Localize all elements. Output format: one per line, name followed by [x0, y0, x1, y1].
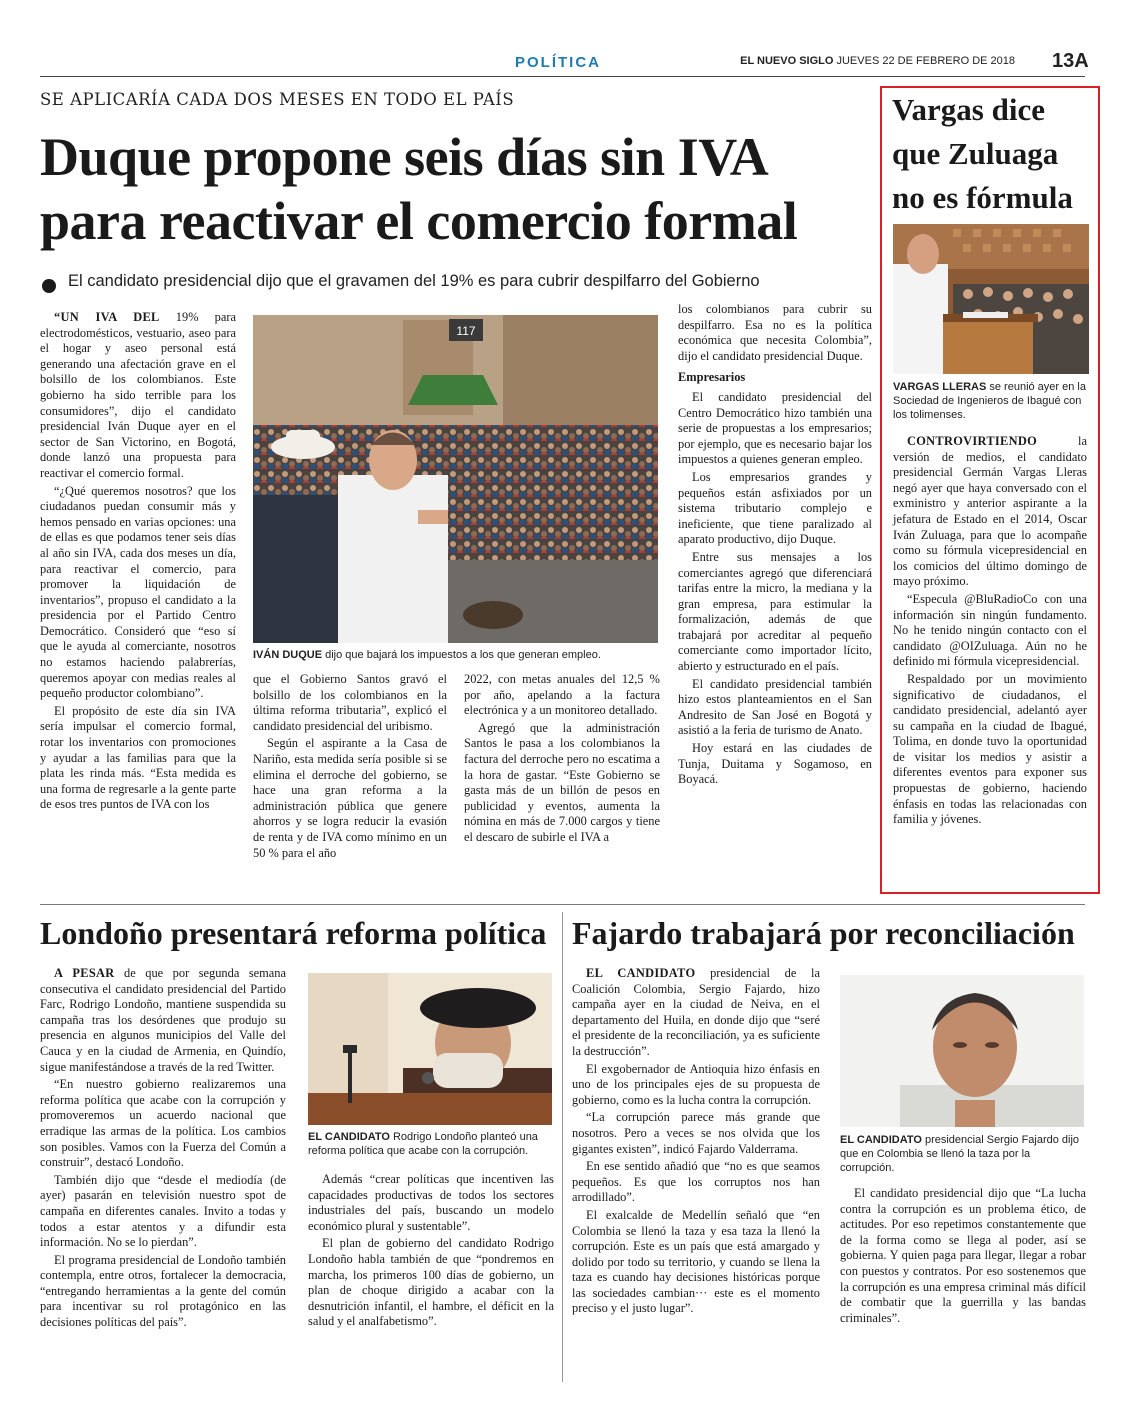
londono-column-1	[40, 966, 286, 1333]
londono-paragraph: Además “crear políticas que incentiven las capacidades productivas de todos los sectores industriales del país, buscando un modelo económico plural y sustentable”.	[308, 1172, 554, 1233]
caption-name: VARGAS LLERAS	[893, 381, 987, 393]
main-column-4	[678, 302, 872, 790]
fajardo-paragraph: El exalcalde de Medellín señaló que “en Colombia se llenó la taza y esa taza la llenó la corrupción. Este es un país que está amargado y dolido por todo su territorio, y cuando se llena la taza es cuando hay decisiones históricas porque las sociedades cambian··· este es el momento preciso y el justo lugar”.	[572, 1207, 820, 1316]
main-paragraph: “¿Qué queremos nosotros? que los ciudadanos puedan consumir más y hemos pensado en varias opciones: una de ellas es que podamos tener seis días al año sin IVA, cada dos meses un día, para reactivar el comercio, para promover la liquidación de inventarios”, propuso el candidato a la presidencia por el Partido Centro Democrático. Consideró que “eso sí que le ayuda al comerciante, nosotros no estamos haciendo palabrerías, queremos apoyar con medias reales al pequeño productor colombiano”.	[40, 483, 236, 701]
caption-text: Rodrigo Londoño planteó una reforma política que acabe con la corrupción.	[308, 1131, 538, 1157]
main-paragraph: Entre sus mensajes a los comerciantes agregó que diferenciará tarifas entre la micro, la mediana y la gran empresa, para estimular la formalización, además de que trabajará por acreditar al pequeño comerciante como importador lícito, abierto y estructurado en el país.	[678, 549, 872, 674]
main-paragraph: Hoy estará en las ciudades de Tunja, Duitama y Sogamoso, en Boyacá.	[678, 741, 872, 787]
sidebar-headline: Vargas dice que Zuluaga no es fórmula	[892, 92, 1073, 215]
vargas-photo-caption	[893, 380, 1089, 422]
main-paragraph: que el Gobierno Santos gravó el bolsillo de los colombianos en la última reforma tributaria”, explicó el candidato presidencial del uribismo.	[253, 672, 447, 733]
duque-photo	[253, 315, 658, 643]
londono-headline: Londoño presentará reforma política	[40, 915, 547, 951]
fajardo-column-1	[572, 966, 820, 1319]
londono-paragraph: El programa presidencial de Londoño también contempla, entre otros, fortalecer la democracia, “entregando herramientas a la gente del común para incentivar su rol protagónico en las decisiones políticas del país”.	[40, 1252, 286, 1330]
main-paragraph: El candidato presidencial del Centro Democrático hizo también una serie de propuestas a los empresarios; por ejemplo, que es necesario bajar los impuestos a quienes generan empleo.	[678, 389, 872, 467]
sidebar-body	[893, 434, 1087, 830]
duque-photo-image	[253, 315, 658, 643]
fajardo-photo	[840, 975, 1084, 1127]
londono-paragraph: El plan de gobierno del candidato Rodrigo Londoño habla también de que “pondremos en marcha, los primeros 100 días de gobierno, un plan de choque dirigido a acabar con la desnutrición infantil, el hambre, el déficit en la salud y el analfabetismo”.	[308, 1236, 554, 1329]
duque-photo-caption	[253, 648, 663, 662]
main-paragraph: Los empresarios grandes y pequeños están asfixiados por un sistema tributario complejo e ineficiente, que tiene paralizado al aparato productivo, dijo Duque.	[678, 469, 872, 547]
londono-paragraph: También dijo que “desde el mediodía (de ayer) pasarán en televisión nuestro spot de campaña en diferentes canales. Invito a todas y todos a estar atentos y a difundir esta información. No se lo pierdan”.	[40, 1172, 286, 1250]
vargas-photo-image	[893, 224, 1089, 374]
main-paragraph: 2022, con metas anuales del 12,5 % por año, apelando a la factura electrónica y a un monitoreo detallado.	[464, 672, 660, 718]
londono-text: de que por segunda semana consecutiva el candidato presidencial del Partido Farc, Rodrigo Londoño, mantiene suspendida su campaña tras los desórdenes que produjo su presencia en algunos municipios del Valle del Cauca y en la ciudad de Armenia, en Quindío, sigue manifestándose a través de la red Twitter.	[40, 966, 286, 1074]
main-headline: Duque propone seis días sin IVA para reactivar el comercio formal	[40, 127, 798, 251]
fajardo-paragraph: El candidato presidencial dijo que “La lucha contra la corrupción es un problema ético, de actitudes. Por eso repetimos constantemente que de la forma como se llega al poder, así se gobierna. Y quien paga para llegar, llegar a robar con puestos y contratos. Por eso sostenemos que la corrupción es una empresa criminal más difícil de combatir que la guerrilla y las bandas criminales”.	[840, 1186, 1086, 1325]
main-column-1	[40, 310, 236, 815]
londono-column-2	[308, 1172, 554, 1332]
caption-text: presidencial Sergio Fajardo dijo que en Colombia se llenó la taza por la corrupción.	[840, 1134, 1080, 1174]
main-lead: El candidato presidencial dijo que el gravamen del 19% es para cubrir despilfarro del Gobierno	[68, 272, 760, 290]
caption-name: EL CANDIDATO	[308, 1131, 390, 1143]
fajardo-paragraph: “La corrupción parece más grande que nosotros. Pero a veces se nos olvida que los gigantes existen”, indicó Fajardo Valderrama.	[572, 1110, 820, 1156]
vargas-photo	[893, 224, 1089, 374]
londono-photo-image	[308, 973, 552, 1125]
section-divider	[40, 904, 1085, 905]
caption-text: dijo que bajará los impuestos a los que generan empleo.	[325, 649, 601, 661]
lead-bullet-icon	[42, 279, 56, 293]
paper-name: EL NUEVO SIGLO	[740, 55, 834, 67]
londono-paragraph: “En nuestro gobierno realizaremos una reforma política que acabe con la corrupción y promoveremos un acuerdo nacional que erradique las armas de la política. Los cambios son posibles. Vamos con la Fuerza del Común a construir”, destacó Londoño.	[40, 1077, 286, 1170]
londono-lead-caps: A PESAR	[54, 966, 115, 980]
sidebar-text: la versión de medios, el candidato presidencial Germán Vargas Lleras negó ayer que haya conversado con el exministro y anterior aspirante a la jefatura de Estado en el 2014, Oscar Iván Zuluaga, para que lo acompañe como su fórmula vicepresidencial en los comicios del último domingo de mayo próximo.	[893, 434, 1087, 589]
main-paragraph: Agregó que la administración Santos le pasa a los colombianos la factura del derroche pero no escatima a la hora de gastar. “Este Gobierno se gasta más de un billón de pesos en publicidad y eventos, aumenta la nómina en más de 7.000 cargos y tiene el descaro de subirle el IVA a	[464, 720, 660, 844]
column-divider	[562, 912, 563, 1382]
fajardo-paragraph: El exgobernador de Antioquia hizo énfasis en uno de los principales ejes de su propuesta de gobierno, como es la lucha contra la corrupción.	[572, 1061, 820, 1107]
main-lead-caps: “UN IVA DEL	[54, 310, 160, 324]
header-rule	[40, 76, 1085, 77]
main-paragraph: El candidato presidencial también hizo estos planteamientos en el San Andresito de San José en Bogotá y asistió a la feria de turismo de Anato.	[678, 676, 872, 738]
main-paragraph: Según el aspirante a la Casa de Nariño, esta medida sería posible si se elimina el derroche del gobierno, se hace una gran reforma a la administración pública que genere ahorros y se logra reducir la evasión de renta y de IVA como mínimo en un 50 % para el año	[253, 736, 447, 860]
section-subhead: Empresarios	[678, 370, 746, 385]
fajardo-lead-caps: EL CANDIDATO	[586, 966, 696, 980]
fajardo-paragraph: En ese sentido añadió que “no es que seamos pequeños. Es que los corruptos nos han arrodillado”.	[572, 1159, 820, 1205]
main-text: 19% para electrodomésticos, vestuario, aseo para el hogar y aseo personal está generando una afectación grave en el bolsillo de los colombianos. Este gobierno ha sido terrible para los consumidores”, dijo el candidato presidencial Iván Duque ayer en el sector de San Victorino, en Bogotá, donde lanzó una propuesta para reactivar el comercio formal.	[40, 310, 236, 480]
caption-name: EL CANDIDATO	[840, 1134, 922, 1146]
caption-name: IVÁN DUQUE	[253, 649, 323, 661]
section-label: POLÍTICA	[515, 54, 601, 71]
fajardo-paragraph	[572, 966, 820, 1060]
main-paragraph: los colombianos para cubrir su despilfarro. Esa no es la política económica que necesita Colombia”, dijo el candidato presidencial Duque.	[678, 302, 872, 363]
main-column-3	[464, 672, 660, 848]
fajardo-photo-image	[840, 975, 1084, 1127]
londono-photo	[308, 973, 552, 1125]
sidebar-lead-caps: CONTROVIRTIENDO	[907, 434, 1038, 448]
page-number: 13A	[1052, 50, 1089, 72]
londono-photo-caption	[308, 1130, 552, 1158]
paper-dateline	[740, 55, 1015, 67]
main-paragraph	[40, 310, 236, 482]
fajardo-photo-caption	[840, 1133, 1084, 1175]
fajardo-text: presidencial de la Coalición Colombia, Sergio Fajardo, hizo campaña ayer en la ciudad de Neiva, en el departamento del Huila, en donde dijo que “seré el presidente de la reconciliación, ya es suficiente la destrucción”.	[572, 966, 820, 1058]
sidebar-paragraph: Respaldado por un movimiento significativo de ciudadanos, el candidato presidencial, adelantó ayer su campaña en la ciudad de Ibagué, Tolima, en donde tuvo la oportunidad de visitar los medios y asistir a diferentes eventos para exponer sus propuestas de gobierno, haciendo énfasis en todas las relacionadas con familia y jóvenes.	[893, 671, 1087, 827]
publication-date: JUEVES 22 DE FEBRERO DE 2018	[836, 55, 1015, 67]
fajardo-column-2	[840, 1186, 1086, 1328]
sidebar-paragraph	[893, 434, 1087, 590]
londono-paragraph	[40, 966, 286, 1075]
fajardo-headline: Fajardo trabajará por reconciliación	[572, 915, 1075, 951]
main-column-2	[253, 672, 447, 863]
caption-text: se reunió ayer en la Sociedad de Ingenieros de Ibagué con los tolimenses.	[893, 381, 1086, 421]
main-kicker: SE APLICARÍA CADA DOS MESES EN TODO EL PAÍS	[40, 90, 515, 109]
sidebar-paragraph: “Especula @BluRadioCo con una información sin ningún fundamento. No he tenido ningún contacto con el candidato @OIZuluaga. Aún no he definido mi fórmula vicepresidencial.	[893, 591, 1087, 669]
main-paragraph: El propósito de este día sin IVA sería impulsar el comercio formal, rotar los inventarios con promociones y ayudar a las familias para que la plata les rinda más. “Esta medida es una forma de regresarle a la gente parte de esos tres puntos de IVA con los	[40, 703, 236, 812]
street-sign-text: 117	[456, 324, 476, 338]
